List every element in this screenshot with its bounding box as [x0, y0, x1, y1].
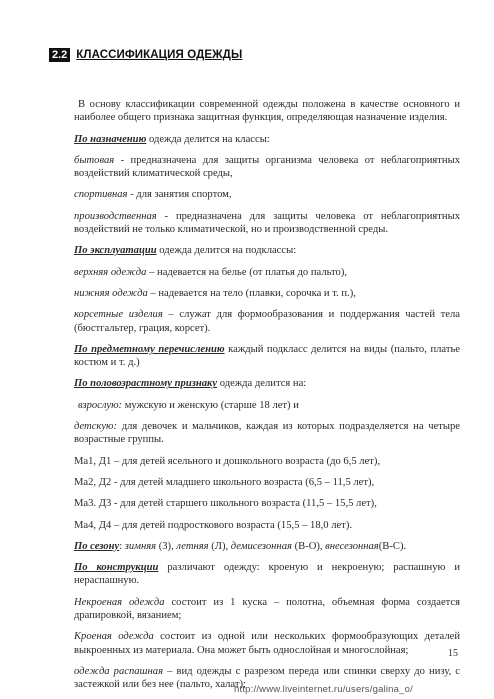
child-text: для девочек и мальчиков, каждая из которых подразделяется на четыре возрастные группы.: [74, 421, 460, 446]
age-group: Ма3. Д3 - для детей старшего школьного возраста (11,5 – 15,5 лет),: [74, 498, 377, 510]
page-number: 15: [448, 648, 458, 659]
construction-term: одежда распашная: [74, 665, 164, 677]
purpose-term: спортивная: [74, 189, 128, 201]
season-code: (Л),: [208, 540, 231, 552]
section-title: КЛАССИФИКАЦИЯ ОДЕЖДЫ: [76, 49, 243, 61]
season-code: (В-С).: [378, 540, 407, 552]
adult-text: мужскую и женскую (старше 18 лет) и: [122, 399, 299, 411]
purpose-rest: одежда делится на классы:: [146, 133, 270, 145]
season-term: летняя: [176, 540, 209, 552]
construction-text: состоит из одной или нескольких формообразующих деталей выкроенных из материала. Она может быть однослойная и многослойная;: [74, 631, 460, 656]
age-group: Ма1, Д1 – для детей ясельного и дошкольного возраста (до 6,5 лет),: [74, 455, 381, 467]
footer-url: http://www.liveinternet.ru/users/galina_o/: [234, 684, 413, 695]
construction-item: [74, 630, 460, 657]
usage-lead: По эксплуатации: [74, 245, 157, 257]
construction-term: Кроеная одежда: [74, 631, 154, 643]
purpose-text: предназначена для защиты человека от неблагоприятных воздействий не только климатической, но и производственной среды.: [74, 210, 460, 236]
purpose-term: производственная -: [74, 210, 169, 222]
age-group: Ма4, Д4 – для детей подросткового возраста (15,5 – 18,0 лет).: [74, 519, 353, 531]
season-code: (З),: [156, 540, 177, 552]
child-term: детскую:: [74, 421, 118, 433]
intro-paragraph: В основу классификации современной одежды положена в качестве основного и наиболее общего признака защитная функция, определяющая назначение изделия.: [74, 99, 460, 124]
purpose-paragraph: [74, 133, 460, 146]
age-group: Ма2, Д2 - для детей младшего школьного возраста (6,5 – 11,5 лет),: [74, 476, 375, 488]
usage-item: [74, 287, 460, 300]
section-number: 2.2: [49, 48, 70, 62]
usage-rest: одежда делится на подклассы:: [156, 245, 297, 257]
season-term: зимняя: [124, 540, 157, 552]
purpose-text: - предназначена для защиты организма человека от неблагоприятных воздействий климатической среды,: [74, 154, 460, 180]
season-paragraph: [74, 540, 460, 553]
adult-line: [74, 399, 460, 412]
purpose-term: бытовая: [74, 154, 115, 166]
usage-term: нижняя одежда –: [74, 287, 156, 299]
construction-item: [74, 596, 460, 623]
season-colon: :: [119, 540, 125, 552]
section-heading: [49, 47, 242, 63]
subject-paragraph: [74, 343, 460, 370]
purpose-item: [74, 210, 460, 237]
construction-term: Некроеная одежда: [74, 596, 165, 608]
purpose-item: [74, 154, 460, 181]
agesex-rest: одежда делится на:: [217, 378, 307, 390]
usage-term: корсетные изделия –: [74, 309, 174, 321]
usage-text: служат для формообразования и поддержания частей тела (бюстгальтер, грация, корсет).: [74, 309, 460, 334]
construction-text: – вид одежды с разрезом переда или спинки сверху до низу, с застежкой или без нее (пальто, халат);: [74, 665, 460, 691]
body-text: [74, 98, 460, 692]
usage-item: [74, 308, 460, 335]
season-term: внесезонная: [325, 540, 379, 552]
agesex-lead: По половозрастному признаку: [74, 378, 218, 390]
purpose-item: [74, 188, 460, 201]
construction-paragraph: [74, 561, 460, 588]
adult-term: взрослую:: [78, 399, 123, 411]
construction-text: состоит из 1 куска – полотна, объемная форма создается драпировкой, вязанием;: [74, 596, 460, 622]
season-term: демисезонная: [230, 540, 292, 552]
construction-lead: По конструкции: [74, 562, 159, 574]
child-line: [74, 420, 460, 447]
usage-text: надевается на белье (от платья до пальто),: [154, 266, 347, 278]
purpose-text: - для занятия спортом,: [127, 189, 232, 201]
usage-term: верхняя одежда –: [74, 266, 155, 278]
subject-lead: По предметному перечислению: [74, 343, 225, 355]
purpose-lead: По назначению: [74, 133, 147, 145]
usage-paragraph: [74, 244, 460, 257]
season-code: (В-О),: [291, 540, 326, 552]
construction-rest: различают одежду: кроеную и некроеную; распашную и нераспашную.: [74, 562, 460, 587]
usage-item: [74, 266, 460, 279]
season-lead: По сезону: [74, 540, 120, 552]
agesex-paragraph: [74, 377, 460, 390]
subject-rest: каждый подкласс делится на виды (пальто, платье костюм и т. д.): [74, 343, 460, 369]
usage-text: надевается на тело (плавки, сорочка и т. п.),: [155, 287, 356, 299]
